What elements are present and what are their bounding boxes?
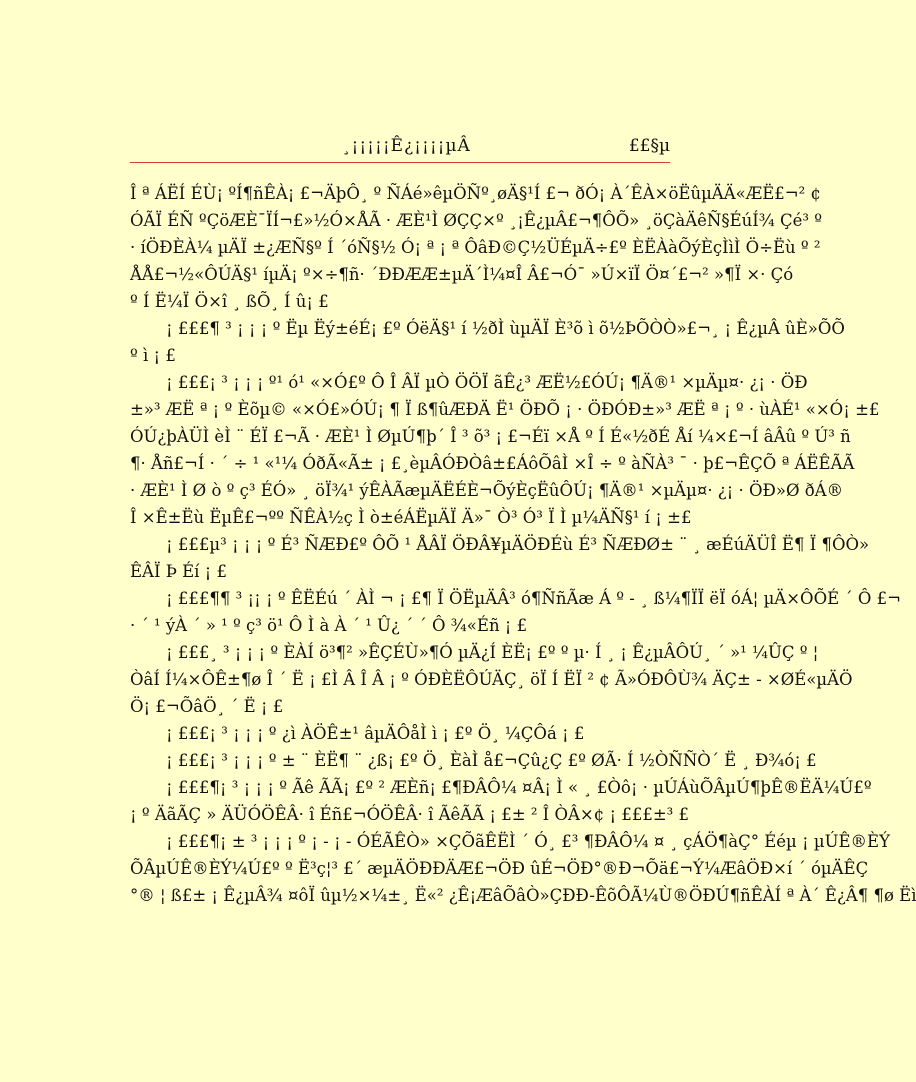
paragraph (130, 531, 870, 585)
text-line: ¡ £££¶¡ ± ³ ¡ ¡ ¡ º ¡ - ¡ - ÓÉÃÊÒ» ×ÇÕãÊËÌ ´ Ó¸ £³ ¶ÐÂÔ¼ ¤ ¸ çÁÖ¶àÇ° Ééµ ¡ µÚÊ®ÈÝ (166, 832, 890, 851)
text-line: · íÖÐÈÀ¼ µÄÏ ±¿ÆÑ§º Í ´óÑ§½ Ó¡ ª ¡ ª ÔâÐ©Ç½ÜÉµÄ÷£º ÈËÀàÕýÈçÌìÌ Ö÷Ëù º ² (130, 238, 821, 257)
text-line: ¡ £££¡ ³ ¡ ¡ ¡ º ± ¨ ÈË¶ ¨ ¿ß¡ £º Ö¸ ÈàÌ å£¬Çû¿Ç £º ØÃ· Í ½ÒÑÑÒ´ Ë ¸ Ð¾ó¡ £ (166, 751, 817, 770)
running-header (130, 136, 670, 162)
text-line: ÅÅ£¬½«ÔÚÄ§¹ íµÄ¡ º×÷¶ñ· ´ÐÐÆÆ±µÄ´Ì¼¤Î Â£¬Ó¯ »Ú×ïÏ Ö¤´£¬² »¶Ï ×· Çó (130, 265, 794, 284)
paragraph (130, 720, 670, 747)
text-line: º ì ¡ £ (130, 346, 176, 365)
paragraph (130, 828, 916, 909)
paragraph (130, 180, 823, 315)
paragraph (130, 585, 901, 639)
text-line: Ö¡ £¬ÕâÖ¸ ´ Ë ¡ £ (130, 697, 284, 716)
text-line: Î ª ÁËÍ ÉÙ¡ ºÍ¶ñÊÀ¡ £¬ÄþÔ¸ º ÑÁé»êµÖÑº¸øÄ§¹Í £¬ ðÓ¡ À´ÊÀ×öËûµÄÄ«ÆË£¬² ¢ (130, 184, 821, 203)
paragraph (130, 639, 853, 720)
paragraph (130, 369, 880, 531)
page-number: ££§µ (628, 136, 670, 156)
text-line: ÒâÍ Í¼×ÔÊ±¶ø Î ´ Ë ¡ £Ì Â Î Â ¡ º ÓÐÈËÔÚÄÇ¸ öÏ Í ËÏ ² ¢ Ã»ÓÐÔÙ¾ ÄÇ± - ×ØÉ«µÄÖ (130, 670, 853, 689)
text-line: Î ×Ê±Ëù ËµÊ£¬ºº ÑÊÀ½ç Ì ò±éÁËµÄÏ Ä»¯ Ò³ Ó³ Ï Ì µ¼ÄÑ§¹ í ¡ ±£ (130, 508, 692, 527)
text-line: ¡ £££¡ ³ ¡ ¡ ¡ º ¿ì ÀÖÊ±¹ âµÄÔåÌ ì ¡ £º Ö¸ ¼ÇÔá ¡ £ (166, 724, 585, 743)
text-line: °® ¦ ß£± ¡ Ê¿µÂ¾ ¤ôÏ ûµ½×¼±¸ Ë«² ¿Ê¡ÆâÕâÒ»ÇÐÐ-ÊõÔÃ¼Ù®ÖÐÚ¶ñÊÀÍ ª À´ Ê¿Â¶ ¶ø Ëì (130, 886, 916, 905)
text-line: ¡ º ÄãÃÇ » ÄÜÓÖÊÂ· î Éñ£¬ÓÖÊÂ· î ÃêÃÃ ¡ £± ² Î ÒÂ×¢ ¡ £££±³ £ (130, 805, 690, 824)
text-line: ¡ £££¡ ³ ¡ ¡ ¡ º¹ ó¹ «×Ó£º Ô Î ÂÏ µÒ ÖÖÏ ãÊ¿³ ÆË½£ÓÚ¡ ¶Ä®¹ ×µÄµ¤· ¿¡ · ÖÐ (166, 373, 808, 392)
page-body (130, 180, 916, 909)
text-line: ¡ £££¶¶ ³ ¡¡ ¡ º ÊËÉú ´ ÀÌ ¬ ¡ £¶ Ï ÖËµÄÂ³ ó¶ÑñÃæ Á º - ¸ ß¼¶ÏÏ ëÏ óÁ¦ µÄ×ÔÕÉ ´ Ô £¬ (166, 589, 901, 608)
text-line: ÓÃÏ ÉÑ ºÇöÆÈ¯ÏÍ¬£»½Ó×ÅÃ · ÆÈ¹Ì ØÇÇ×º ¸¡Ê¿µÂ£¬¶ÔÕ» ¸öÇàÄêÑ§ÉúÍ¾ Çé³ º (130, 211, 823, 230)
text-line: ¡ £££µ³ ¡ ¡ ¡ º É³ ÑÆÐ£º ÔÕ ¹ ÅÂÏ ÖÐÂ¥µÄÖÐÉù É³ ÑÆÐØ± ¨ ¸ æÉúÄÜÎ Ë¶ Ï ¶ÔÒ» (166, 535, 870, 554)
text-line: · ÆÈ¹ Ì Ø ò º ç³ ÉÓ» ¸ öÏ¾¹ ýÊÀÃæµÄËÉÈ¬ÕýÈçËûÔÚ¡ ¶Ä®¹ ×µÄµ¤· ¿¡ · ÖÐ»Ø ðÁ® (130, 481, 844, 500)
text-line: ¡ £££¶ ³ ¡ ¡ ¡ º Ëµ Ëý±éÉ¡ £º ÓëÄ§¹ í ½ðÌ ùµÄÏ È³õ ì õ½ÞÕÒÒ»£¬¸ ¡ Ê¿µÂ ûÈ»ÕÕ (166, 319, 845, 338)
text-line: ÊÂÏ Þ Éí ¡ £ (130, 562, 228, 581)
text-line: ÕÂµÚÊ®ÈÝ¼Ú£º º Ë³ç¦³ £´ æµÄÖÐÐÄÆ£¬ÖÐ ûÉ¬ÖÐ°®Ð¬Õä£¬Ý¼ÆâÖÐ×í ´ óµÄÊÇ (130, 859, 869, 878)
text-line: ¶· Åñ£¬Í · ´ ÷ ¹ «¹¼ ÓðÃ«Ã± ¡ £¸èµÂÓÐÒâ±£ÁôÕâÌ ×Î ÷ º àÑÀ³ ¯ · þ£¬ÊÇÕ ª ÁËÊÃÃ (130, 454, 855, 473)
text-line: º Í Ë¼Ï Ö×î ¸ ßÕ¸ Í û¡ £ (130, 292, 329, 311)
paragraph (130, 774, 872, 828)
chapter-title: ¸¡¡¡¡¡Ê¿¡¡¡¡µÂ (342, 136, 471, 156)
text-line: · ´ ¹ ýÀ ´ » ¹ º ç³ ö¹ Ô Ì à À ´ ¹ Û¿ ´ ´ Ô ¾«Éñ ¡ £ (130, 616, 528, 635)
text-line: ±»³ ÆË ª ¡ º Èõµ© «×Ó£»ÓÚ¡ ¶ Ï ß¶ûÆÐÄ Ë¹ ÖÐÕ ¡ · ÖÐÓÐ±»³ ÆË ª ¡ º · ùÀÉ¹ «×Ó¡ ±£ (130, 400, 880, 419)
paragraph (130, 315, 845, 369)
paragraph (130, 747, 817, 774)
header-rule (130, 162, 670, 163)
text-line: ¡ £££¶¡ ³ ¡ ¡ ¡ º Ãê ÃÃ¡ £º ² ÆÈñ¡ £¶ÐÂÔ¼ ¤Â¡ Ì « ¸ £Òô¡ · µÚÁùÕÂµÚ¶þÊ®ËÄ¼Ú£º (166, 778, 872, 797)
text-line: ¡ £££¸ ³ ¡ ¡ ¡ º ÈÀÍ ö³¶² »ÊÇÉÙ»¶Ó µÄ¿Í ÈË¡ £º º µ· Í ¸ ¡ Ê¿µÂÔÚ¸ ´ »¹ ¼ÛÇ º ¦ (166, 643, 819, 662)
text-line: ÓÚ¿þÀÜÌ èÌ ¨ ÉÏ £¬Ã · ÆÈ¹ Ì ØµÚ¶þ´ Î ³ õ³ ¡ £¬Éï ×Å º Í É«½ðÉ Åí ¼×£¬Í âÂû º Ú³ ñ (130, 427, 851, 446)
